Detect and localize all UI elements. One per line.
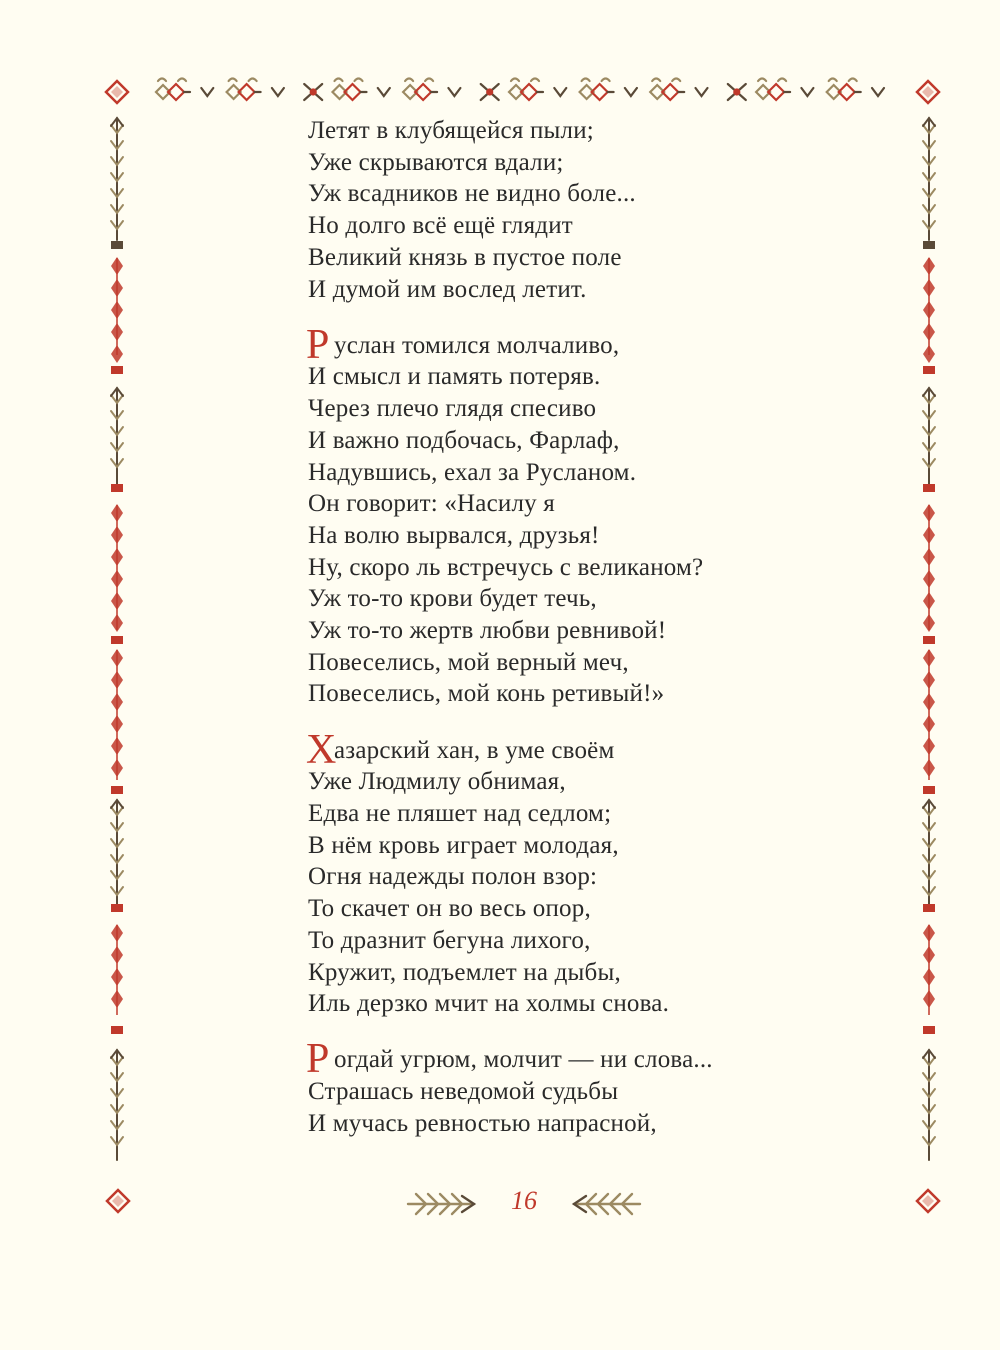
folk-motif-icon: [227, 79, 261, 101]
drop-cap-initial: Р: [306, 321, 330, 368]
poem-line: Повеселись, мой конь ретивый!»: [308, 680, 665, 708]
chevron-motif-icon: [625, 88, 637, 96]
poem-line: Надувшись, ехал за Русланом.: [308, 458, 637, 486]
poem-line: И мучась ревностью напрасной,: [308, 1109, 657, 1137]
poem-line: И смысл и память потеряв.: [308, 363, 601, 391]
poem-line: На волю вырвался, друзья!: [308, 521, 600, 549]
arrow-shaft-icon: [111, 388, 123, 485]
chevron-motif-icon: [696, 88, 708, 96]
diamond-chain-icon: [111, 924, 123, 1015]
poem-line: Уж всадников не видно боле...: [308, 180, 636, 208]
stanza-3: [306, 726, 828, 1020]
poem-line: Великий князь в пустое поле: [308, 243, 622, 271]
right-arrow-border: [923, 118, 935, 1160]
folk-motif-icon: [509, 79, 543, 101]
arrow-shaft-icon: [111, 800, 123, 905]
stanza-1: [308, 115, 828, 305]
poem-line: И думой им вослед летит.: [308, 275, 587, 303]
cross-motif-icon: [481, 84, 499, 100]
poem-line: Страшась неведомой судьбы: [308, 1078, 619, 1106]
top-left-corner-diamond-icon: [106, 81, 128, 103]
chevron-motif-icon: [801, 88, 813, 96]
poem-line: Иль дерзко мчит на холмы снова.: [308, 990, 670, 1018]
drop-cap-initial: Х: [306, 726, 337, 773]
poem-line: Уже Людмилу обнимая,: [308, 768, 566, 796]
stanza-4: [306, 1036, 828, 1139]
arrow-shaft-icon: [923, 1050, 935, 1160]
first-line-text: огдай угрюм, молчит — ни слова...: [334, 1046, 713, 1074]
folk-motif-icon: [333, 79, 367, 101]
folk-motif-icon: [650, 79, 684, 101]
poem-line: Летят в клубящейся пыли;: [308, 117, 594, 144]
stanza-first-line: [306, 321, 828, 368]
block-motif-icon: [923, 904, 935, 912]
left-arrow-border: [111, 118, 123, 1160]
chevron-motif-icon: [448, 88, 460, 96]
stanza-first-line: [306, 726, 828, 773]
poem-line: Едва не пляшет над седлом;: [308, 800, 612, 828]
stanza-2: [306, 321, 828, 710]
arrow-shaft-icon: [923, 118, 935, 240]
block-motif-icon: [923, 786, 935, 794]
block-motif-icon: [111, 904, 123, 912]
diamond-chain-icon: [111, 649, 123, 780]
poem-line: Огня надежды полон взор:: [308, 863, 598, 891]
diamond-chain-icon: [111, 504, 123, 632]
top-folk-pattern-border: [156, 79, 884, 101]
block-motif-icon: [923, 1026, 935, 1034]
arrow-shaft-icon: [111, 1050, 123, 1160]
page-number: 16: [511, 1186, 537, 1215]
poem-line: И важно подбочась, Фарлаф,: [308, 426, 620, 454]
poem-line: В нём кровь играет молодая,: [308, 831, 619, 859]
poem-line: Кружит, подъемлет на дыбы,: [308, 958, 621, 986]
block-motif-icon: [923, 241, 935, 249]
top-right-corner-diamond-icon: [917, 81, 939, 103]
right-page-ornament-arrow-icon: [574, 1194, 640, 1214]
poem-line: Через плечо глядя спесиво: [308, 395, 597, 423]
poem-line: Ну, скоро ль встречусь с великаном?: [308, 553, 704, 581]
poem-line: Но долго всё ещё глядит: [308, 212, 573, 240]
diamond-chain-icon: [923, 504, 935, 632]
bottom-right-corner-diamond-icon: [917, 1190, 939, 1212]
poem-line: Он говорит: «Насилу я: [308, 490, 555, 518]
block-motif-icon: [111, 484, 123, 492]
folk-motif-icon: [156, 79, 190, 101]
first-line-text: азарский хан, в уме своём: [334, 736, 615, 764]
first-line-text: услан томился молчаливо,: [334, 331, 620, 359]
arrow-shaft-icon: [923, 800, 935, 905]
poem-line: Уж то-то жертв любви ревнивой!: [308, 617, 667, 645]
block-motif-icon: [111, 786, 123, 794]
poem-text: [308, 115, 828, 1164]
block-motif-icon: [111, 366, 123, 374]
block-motif-icon: [923, 484, 935, 492]
folk-motif-icon: [403, 79, 437, 101]
poem-line: Уж то-то крови будет течь,: [308, 585, 597, 613]
arrow-shaft-icon: [923, 388, 935, 485]
folk-motif-icon: [756, 79, 790, 101]
block-motif-icon: [111, 1026, 123, 1034]
folk-motif-icon: [827, 79, 861, 101]
block-motif-icon: [923, 366, 935, 374]
chevron-motif-icon: [201, 88, 213, 96]
arrow-shaft-icon: [111, 118, 123, 240]
diamond-chain-icon: [111, 257, 123, 363]
chevron-motif-icon: [554, 88, 566, 96]
bottom-left-corner-diamond-icon: [107, 1190, 129, 1212]
cross-motif-icon: [728, 84, 746, 100]
stanza-first-line: [306, 1036, 828, 1083]
chevron-motif-icon: [872, 88, 884, 96]
left-page-ornament-arrow-icon: [408, 1194, 474, 1214]
diamond-chain-icon: [923, 257, 935, 363]
chevron-motif-icon: [378, 88, 390, 96]
cross-motif-icon: [304, 84, 322, 100]
block-motif-icon: [111, 241, 123, 249]
block-motif-icon: [111, 636, 123, 644]
poem-line: Уже скрываются вдали;: [308, 148, 564, 176]
poem-line: То дразнит бегуна лихого,: [308, 926, 591, 954]
folk-motif-icon: [580, 79, 614, 101]
block-motif-icon: [923, 636, 935, 644]
diamond-chain-icon: [923, 924, 935, 1015]
diamond-chain-icon: [923, 649, 935, 780]
chevron-motif-icon: [272, 88, 284, 96]
poem-line: Повеселись, мой верный меч,: [308, 648, 629, 676]
poem-line: То скачет он во весь опор,: [308, 895, 591, 923]
drop-cap-initial: Р: [306, 1036, 330, 1083]
